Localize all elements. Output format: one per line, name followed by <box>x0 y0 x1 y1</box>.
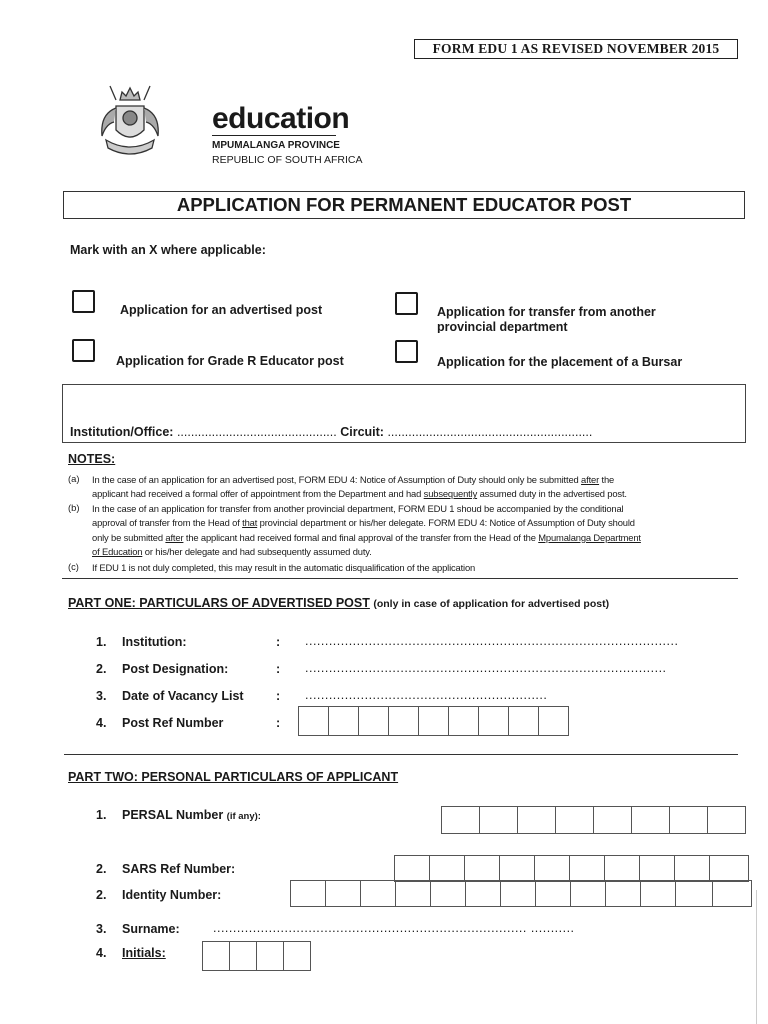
initial-cell[interactable] <box>203 942 230 970</box>
note-emphasis: of Education <box>92 545 143 557</box>
bursar-checkbox[interactable] <box>395 340 418 363</box>
note-emphasis: Mpumalanga Department <box>538 531 641 543</box>
note-a-letter: (a) <box>68 473 80 484</box>
digit-cell[interactable] <box>539 707 568 735</box>
note-a <box>92 473 737 502</box>
digit-cell[interactable] <box>535 856 570 881</box>
digit-cell[interactable] <box>518 807 556 833</box>
scan-edge <box>756 890 757 1024</box>
digit-cell[interactable] <box>431 881 466 906</box>
circuit-label: Circuit: <box>340 425 384 439</box>
post-ref-number-grid[interactable] <box>298 706 569 736</box>
digit-cell[interactable] <box>389 707 419 735</box>
part-two-heading: PART TWO: PERSONAL PARTICULARS OF APPLICANT <box>68 770 399 784</box>
p1-num-1: 1. <box>96 635 107 649</box>
initial-cell[interactable] <box>257 942 284 970</box>
note-text: In the case of an application for transfer from another provincial department, FORM EDU 1 shoud be accompanied by the conditional <box>92 503 624 514</box>
note-text: only be submitted <box>92 531 163 543</box>
p1-num-2: 2. <box>96 662 107 676</box>
divider <box>62 578 738 579</box>
transfer-label-line1: Application for transfer from another <box>437 305 656 319</box>
circuit-field[interactable]: ........................................................... <box>387 425 593 439</box>
note-text: In the case of an application for an advertised post, FORM EDU 4: Notice of Assumption of Duty should only be submitted <box>92 474 579 485</box>
coat-of-arms-icon <box>86 78 174 166</box>
note-text: assumed duty in the advertised post. <box>479 488 627 500</box>
digit-cell[interactable] <box>713 881 751 906</box>
digit-cell[interactable] <box>329 707 359 735</box>
digit-cell[interactable] <box>594 807 632 833</box>
note-text: approval of transfer from the Head of <box>92 517 240 529</box>
p1-label-post-ref: Post Ref Number <box>122 716 224 730</box>
advertised-post-label: Application for an advertised post <box>120 303 323 317</box>
note-text: applicant had received a formal offer of appointment from the Department and had <box>92 488 422 500</box>
province-label: MPUMALANGA PROVINCE <box>212 140 340 151</box>
note-c-letter: (c) <box>68 561 79 572</box>
digit-cell[interactable] <box>710 856 748 881</box>
digit-cell[interactable] <box>606 881 641 906</box>
digit-cell[interactable] <box>708 807 745 833</box>
divider <box>64 754 738 755</box>
p2-num-2: 2. <box>96 862 107 876</box>
logo-wordmark: education <box>212 102 350 135</box>
persal-number-grid[interactable] <box>441 806 746 834</box>
p1-num-4: 4. <box>96 716 107 730</box>
initials-label: Initials: <box>122 946 166 960</box>
p1-num-3: 3. <box>96 689 107 703</box>
digit-cell[interactable] <box>326 881 361 906</box>
note-text: or his/her delegate and had subsequently assumed duty. <box>144 545 372 557</box>
digit-cell[interactable] <box>536 881 571 906</box>
p2-num-4: 4. <box>96 946 107 960</box>
digit-cell[interactable] <box>359 707 389 735</box>
grade-r-label: Application for Grade R Educator post <box>116 354 344 368</box>
institution-label: Institution/Office: <box>70 425 174 439</box>
note-b-letter: (b) <box>68 502 80 513</box>
digit-cell[interactable] <box>640 856 675 881</box>
digit-cell[interactable] <box>500 856 535 881</box>
vacancy-list-date-input[interactable]: ............................................................. <box>305 688 548 702</box>
persal-note: (if any): <box>226 811 261 822</box>
p1-colon: : <box>276 716 281 730</box>
p1-colon: : <box>276 689 281 703</box>
digit-cell[interactable] <box>479 707 509 735</box>
digit-cell[interactable] <box>442 807 480 833</box>
p2-num-3: 3. <box>96 922 107 936</box>
institution-field[interactable]: .............................................. <box>176 425 337 439</box>
digit-cell[interactable] <box>605 856 640 881</box>
note-text: provincial department or his/her delegate. FORM EDU 4: Notice of Assumption of Duty should <box>259 517 635 529</box>
note-c: If EDU 1 is not duly completed, this may result in the automatic disqualification of the application <box>92 562 476 573</box>
note-text: the applicant had received formal and final approval of the transfer from the Head of the <box>185 531 536 543</box>
country-label: REPUBLIC OF SOUTH AFRICA <box>212 154 363 166</box>
part-one-title <box>68 596 609 610</box>
part-one-heading: PART ONE: PARTICULARS OF ADVERTISED POST <box>68 596 370 610</box>
grade-r-checkbox[interactable] <box>72 339 95 362</box>
digit-cell[interactable] <box>396 881 431 906</box>
digit-cell[interactable] <box>675 856 710 881</box>
digit-cell[interactable] <box>501 881 536 906</box>
p2-persal-row <box>122 808 261 822</box>
digit-cell[interactable] <box>570 856 605 881</box>
digit-cell[interactable] <box>466 881 501 906</box>
p2-num-1: 1. <box>96 808 107 822</box>
digit-cell[interactable] <box>449 707 479 735</box>
digit-cell[interactable] <box>676 881 713 906</box>
digit-cell[interactable] <box>480 807 518 833</box>
part-one-subtitle: (only in case of application for advertised post) <box>373 598 610 610</box>
digit-cell[interactable] <box>361 881 396 906</box>
note-emphasis: subsequently <box>423 488 478 500</box>
transfer-label-line2: provincial department <box>437 320 568 333</box>
p1-label-post-designation: Post Designation: <box>122 662 229 676</box>
digit-cell[interactable] <box>395 856 430 881</box>
persal-label: PERSAL Number <box>122 808 224 822</box>
digit-cell[interactable] <box>509 707 539 735</box>
digit-cell[interactable] <box>641 881 676 906</box>
digit-cell[interactable] <box>571 881 606 906</box>
digit-cell[interactable] <box>670 807 708 833</box>
initial-cell[interactable] <box>230 942 257 970</box>
surname-label: Surname: <box>122 922 180 936</box>
note-b <box>92 502 737 559</box>
digit-cell[interactable] <box>556 807 594 833</box>
sars-ref-grid[interactable] <box>394 855 749 882</box>
initials-grid[interactable] <box>202 941 311 971</box>
institution-input[interactable]: .............................................................................................. <box>305 634 679 648</box>
institution-row <box>70 425 592 439</box>
note-emphasis: that <box>242 517 258 529</box>
bursar-label: Application for the placement of a Bursar <box>437 355 683 369</box>
p1-colon: : <box>276 635 281 649</box>
digit-cell[interactable] <box>419 707 449 735</box>
identity-number-label: Identity Number: <box>122 888 222 902</box>
surname-input[interactable]: ............................................................................... ........... <box>213 921 575 935</box>
note-emphasis: after <box>581 474 600 485</box>
digit-cell[interactable] <box>465 856 500 881</box>
logo-underline <box>212 135 336 136</box>
p1-label-vacancy-date: Date of Vacancy List <box>122 689 244 703</box>
identity-number-grid[interactable] <box>290 880 752 907</box>
notes-title: NOTES: <box>68 452 116 466</box>
form-code-label: FORM EDU 1 AS REVISED NOVEMBER 2015 <box>414 39 738 59</box>
transfer-checkbox[interactable] <box>395 292 418 315</box>
digit-cell[interactable] <box>632 807 670 833</box>
p1-label-institution: Institution: <box>122 635 187 649</box>
initial-cell[interactable] <box>284 942 310 970</box>
mark-instruction: Mark with an X where applicable: <box>70 243 266 257</box>
advertised-post-checkbox[interactable] <box>72 290 95 313</box>
part-two-title <box>68 770 398 784</box>
digit-cell[interactable] <box>291 881 326 906</box>
sars-ref-label: SARS Ref Number: <box>122 862 236 876</box>
p1-colon: : <box>276 662 281 676</box>
p2-num-2b: 2. <box>96 888 107 902</box>
post-designation-input[interactable]: ........................................................................................... <box>305 661 667 675</box>
digit-cell[interactable] <box>430 856 465 881</box>
digit-cell[interactable] <box>299 707 329 735</box>
note-emphasis: after <box>165 531 184 543</box>
note-text: the <box>601 474 615 485</box>
form-title: APPLICATION FOR PERMANENT EDUCATOR POST <box>63 191 745 219</box>
